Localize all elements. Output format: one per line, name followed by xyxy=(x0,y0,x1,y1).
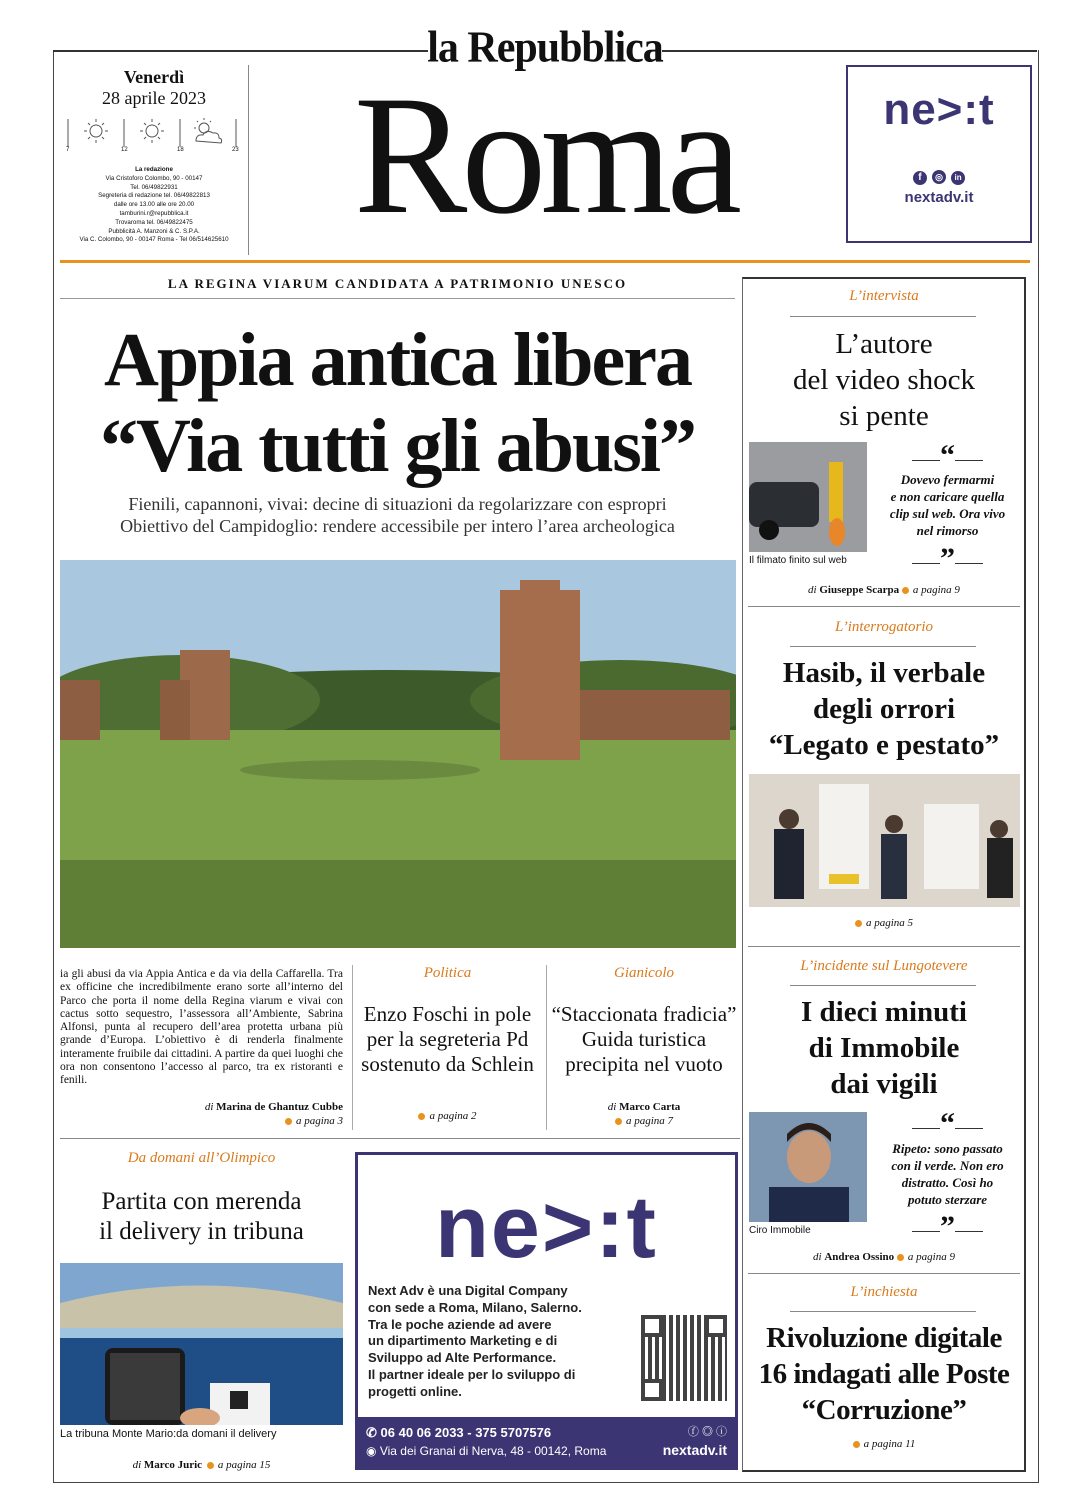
office-line: Pubblicità A. Manzoni & C. S.P.A. xyxy=(108,227,200,235)
temp-label: 23 xyxy=(232,147,239,153)
intervista-photo xyxy=(749,442,867,552)
ad-mid-footer xyxy=(358,1417,735,1467)
politica-kicker: Politica xyxy=(423,965,472,981)
byline-name: Marina de Ghantuz Cubbe xyxy=(216,1101,343,1113)
ad-top-logo: ne>:t xyxy=(883,85,995,134)
lead-photo xyxy=(60,560,736,948)
date-box xyxy=(60,65,249,255)
olimpico-title-1[interactable]: Partita con merenda xyxy=(101,1188,302,1215)
incidente-quote-open: “ xyxy=(880,1115,1015,1137)
temp-label: 7 xyxy=(66,147,70,153)
location-icon: ◉ xyxy=(366,1444,380,1458)
lead-subtitle-1: Fienili, capannoni, vivai: decine di situazioni da regolarizzare con espropri xyxy=(128,494,667,514)
inchiesta-kicker: L’inchiesta xyxy=(850,1284,918,1300)
politica-page-ref[interactable]: a pagina 2 xyxy=(355,1110,540,1122)
ad-mid-site[interactable]: nextadv.it xyxy=(662,1442,727,1458)
gianicolo-kicker: Gianicolo xyxy=(614,965,674,981)
office-line: La redazione xyxy=(135,166,173,173)
lead-headline-1: Appia antica libera xyxy=(104,318,691,402)
office-line: dalle ore 13.00 alle ore 20.00 xyxy=(113,201,195,209)
intervista-title[interactable]: L’autore del video shock si pente xyxy=(792,328,975,432)
incidente-kicker: L’incidente sul Lungotevere xyxy=(800,958,968,974)
office-line: Segreteria di redazione tel. 06/49822813 xyxy=(98,192,210,200)
intervista-quote-open: “ xyxy=(880,447,1015,469)
ad-phone[interactable]: 06 40 06 2033 - 375 5707576 xyxy=(380,1425,552,1440)
olimpico-byline: di Marco Juric a pagina 15 xyxy=(132,1459,271,1471)
temp-label: 12 xyxy=(121,147,128,153)
date-day: Venerdì xyxy=(123,67,185,87)
olimpico-kicker: Da domani all’Olimpico xyxy=(127,1150,276,1166)
social-icons xyxy=(848,165,1030,185)
gianicolo-byline: di Marco Carta xyxy=(607,1101,681,1113)
lead-subtitle-2: Obiettivo del Campidoglio: rendere accessibile per intero l’area archeologica xyxy=(120,516,675,536)
ruins-illustration xyxy=(60,560,736,948)
edition-title: Roma xyxy=(353,61,737,249)
inchiesta-page-ref[interactable]: a pagina 11 xyxy=(748,1438,1020,1450)
interrogatorio-photo xyxy=(749,774,1020,907)
facebook-icon[interactable]: ⓕ xyxy=(687,1426,699,1438)
orange-rule xyxy=(60,260,1030,263)
intervista-caption: Il filmato finito sul web xyxy=(749,555,847,566)
gianicolo-page-ref[interactable]: a pagina 7 xyxy=(550,1115,738,1127)
intervista-quote: Dovevo fermarmi e non caricare quella clip sul web. Ora vivo nel rimorso xyxy=(889,472,1006,538)
intervista-quote-close: ” xyxy=(880,550,1015,572)
office-line: tamburini.r@repubblica.it xyxy=(119,209,189,217)
lead-body: ia gli abusi da via Appia Antica e da via della Caffarella. Tra ex officine che incredibilmente erano sorte all’interno del Parco che porta il nome della Regina viarum e vivai con cactus sotto sequestro, l’assessora all’Ambiente, Sabrina Alfonsi, punta al recupero dell’area protetta urbana più grande d’Europa. L’obiettivo è di renderla finalmente interamente fruibile dai cittadini. A partire da quei luoghi che ora non consentono l’accesso al parco, tra ex ristoranti e fenili. xyxy=(60,968,343,1087)
olimpico-caption: La tribuna Monte Mario:da domani il delivery xyxy=(60,1428,277,1440)
lead-byline xyxy=(60,1101,343,1113)
temp-label: 18 xyxy=(177,147,184,153)
incidente-quote: Ripeto: sono passato con il verde. Non ero distratto. Così ho potuto sterzare xyxy=(891,1141,1004,1207)
weather-icons xyxy=(66,115,242,155)
weather-strip xyxy=(66,115,242,155)
incidente-byline[interactable]: di Andrea Ossino a pagina 9 xyxy=(813,1251,955,1263)
incidente-photo xyxy=(749,1112,867,1222)
office-line: Via C. Colombo, 90 - 00147 Roma - Tel 06/514625610 xyxy=(79,236,229,244)
lead-headline-2: “Via tutti gli abusi” xyxy=(100,404,695,488)
ad-mid-text: Next Adv è una Digital Company con sede a Roma, Milano, Salerno. Tra le poche aziende ad avere un dipartimento Marketing e di Sviluppo ad Alte Performance. Il partner ideale per lo sviluppo di progetti online. xyxy=(368,1283,582,1399)
incidente-quote-close: ” xyxy=(880,1218,1015,1240)
lead-page-ref[interactable]: a pagina 3 xyxy=(60,1115,343,1127)
stadium-illustration xyxy=(60,1263,343,1425)
interrogatorio-title[interactable]: Hasib, il verbale degli orrori “Legato e pestato” xyxy=(768,657,1000,761)
date-value: 28 aprile 2023 xyxy=(102,88,206,108)
brand-logo: la Repubblica xyxy=(427,23,663,73)
olimpico-title-2[interactable]: il delivery in tribuna xyxy=(99,1218,304,1245)
instagram-icon[interactable]: ◎ xyxy=(701,1426,713,1438)
interrogatorio-kicker: L’interrogatorio xyxy=(834,619,934,635)
qr-code[interactable] xyxy=(641,1315,727,1401)
ad-mid-logo: ne>:t xyxy=(435,1177,658,1276)
office-info xyxy=(60,166,248,245)
ad-top-site[interactable]: nextadv.it xyxy=(904,189,974,206)
office-line: Trovaroma tel. 06/49822475 xyxy=(115,218,193,226)
facebook-icon[interactable]: f xyxy=(913,171,927,185)
incidente-caption: Ciro Immobile xyxy=(749,1225,811,1236)
ad-top-box[interactable] xyxy=(846,65,1032,243)
linkedin-icon[interactable]: ⓘ xyxy=(716,1426,727,1438)
phone-icon: ✆ xyxy=(366,1425,381,1440)
interrogatorio-page-ref[interactable]: a pagina 5 xyxy=(748,917,1020,929)
inchiesta-title[interactable]: Rivoluzione digitale 16 indagati alle Poste “Corruzione” xyxy=(758,1322,1010,1426)
instagram-icon[interactable]: ◎ xyxy=(932,170,946,184)
intervista-kicker: L’intervista xyxy=(849,288,919,304)
office-line: Tel. 06/49822931 xyxy=(130,183,178,191)
incidente-title[interactable]: I dieci minuti di Immobile dai vigili xyxy=(801,996,967,1100)
lead-overline: LA REGINA VIARUM CANDIDATA A PATRIMONIO UNESCO xyxy=(167,276,628,291)
gianicolo-title[interactable]: “Staccionata fradicia” Guida turistica precipita nel vuoto xyxy=(551,1002,737,1076)
linkedin-icon[interactable]: in xyxy=(951,171,965,185)
politica-title[interactable]: Enzo Foschi in pole per la segreteria Pd sostenuto da Schlein xyxy=(361,1002,534,1076)
ad-address: Via dei Granai di Nerva, 48 - 00142, Roma xyxy=(379,1444,607,1458)
olimpico-photo xyxy=(60,1263,343,1425)
ad-mid-box[interactable] xyxy=(355,1152,738,1470)
byline-di: di xyxy=(204,1101,214,1113)
intervista-byline[interactable]: di Giuseppe Scarpa a pagina 9 xyxy=(808,584,960,596)
office-line: Via Cristoforo Colombo, 90 - 00147 xyxy=(105,174,203,182)
